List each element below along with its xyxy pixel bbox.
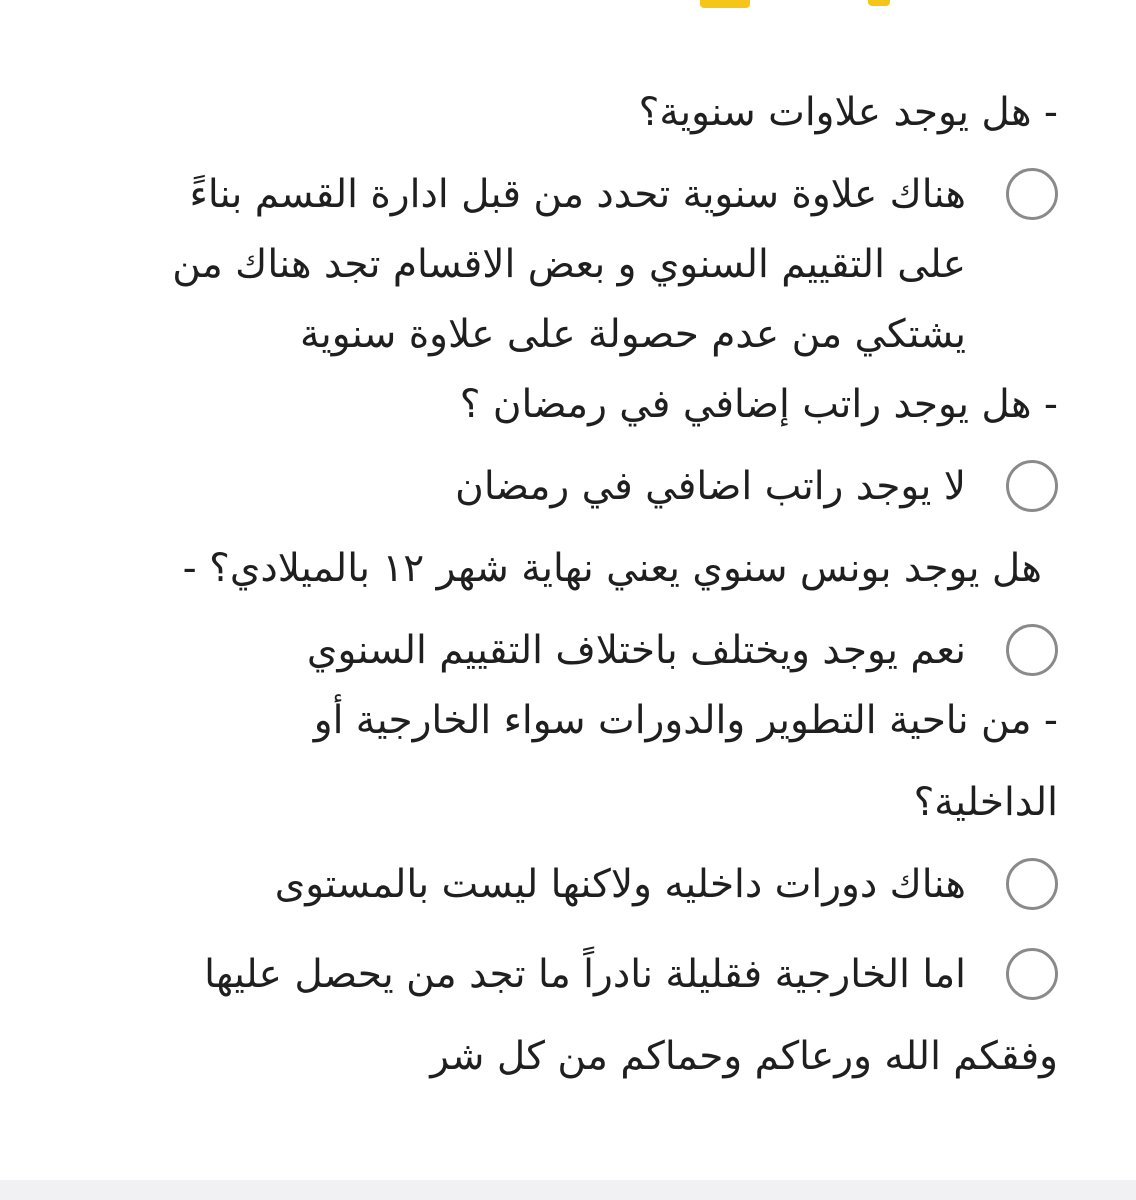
answer-line: يشتكي من عدم حصولة على علاوة سنوية: [299, 312, 966, 357]
answer-line: هناك دورات داخليه ولاكنها ليست بالمستوى: [274, 862, 966, 907]
radio-button[interactable]: [1006, 948, 1058, 1000]
top-accent-bar-small: [868, 0, 890, 6]
radio-button[interactable]: [1006, 168, 1058, 220]
closing-text: وفقكم الله ورعاكم وحماكم من كل شر: [430, 1034, 1058, 1079]
question-training-courses-cont: الداخلية؟: [913, 780, 1058, 825]
option-external-courses[interactable]: [70, 940, 1058, 1010]
option-annual-raise-answer[interactable]: [70, 160, 1058, 370]
question-annual-bonus: هل يوجد بونس سنوي يعني نهاية شهر ١٢ بالميلادي؟ -: [182, 546, 1042, 591]
answer-line: اما الخارجية فقليلة نادراً ما تجد من يحصل عليها: [204, 952, 966, 997]
option-annual-bonus-answer[interactable]: [70, 616, 1058, 686]
answer-line: على التقييم السنوي و بعض الاقسام تجد هناك من: [172, 242, 966, 287]
top-accent-bar: [700, 0, 750, 8]
question-annual-raise: - هل يوجد علاوات سنوية؟: [638, 90, 1058, 135]
bottom-bar: [0, 1180, 1136, 1200]
option-internal-courses[interactable]: [70, 850, 1058, 920]
answer-line: لا يوجد راتب اضافي في رمضان: [455, 464, 966, 509]
post-content: [70, 78, 1058, 1092]
radio-button[interactable]: [1006, 858, 1058, 910]
answer-line: هناك علاوة سنوية تحدد من قبل ادارة القسم بناءً: [189, 172, 966, 217]
question-ramadan-salary: - هل يوجد راتب إضافي في رمضان ؟: [459, 382, 1058, 427]
question-training-courses: - من ناحية التطوير والدورات سواء الخارجية أو: [313, 698, 1058, 743]
option-ramadan-salary-answer[interactable]: [70, 452, 1058, 522]
answer-line: نعم يوجد ويختلف باختلاف التقييم السنوي: [306, 628, 966, 673]
radio-button[interactable]: [1006, 460, 1058, 512]
radio-button[interactable]: [1006, 624, 1058, 676]
